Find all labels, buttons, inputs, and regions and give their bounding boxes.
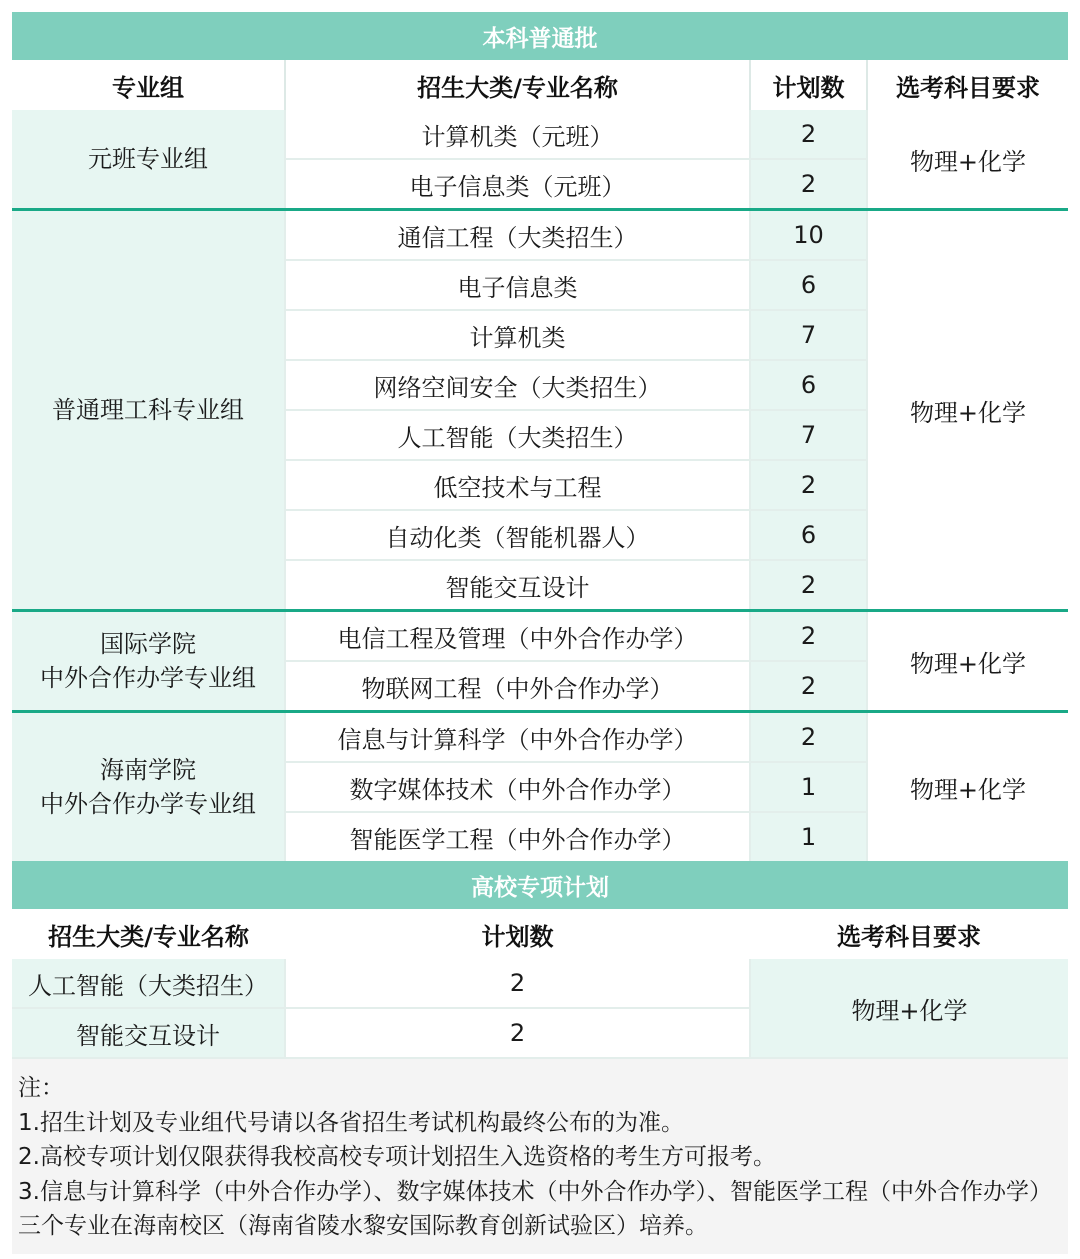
table-row	[12, 611, 1068, 662]
major-name: 通信工程（大类招生）	[285, 210, 750, 261]
note-item: 2.高校专项计划仅限获得我校高校专项计划招生入选资格的考生方可报考。	[18, 1144, 776, 1170]
plan-count: 7	[750, 310, 867, 360]
plan-count: 2	[750, 712, 867, 763]
subject-requirement: 物理+化学	[867, 210, 1068, 611]
major-name: 智能医学工程（中外合作办学）	[285, 812, 750, 861]
special-plan-table	[12, 861, 1068, 1057]
plan-count: 2	[750, 661, 867, 712]
plan-count: 10	[750, 210, 867, 261]
major-name: 低空技术与工程	[285, 460, 750, 510]
table-row	[12, 712, 1068, 763]
group-name-line: 中外合作办学专业组	[40, 664, 256, 692]
header-subject: 选考科目要求	[750, 909, 1068, 959]
header-major: 招生大类/专业名称	[285, 60, 750, 110]
plan-count: 2	[750, 611, 867, 662]
note-item: 3.信息与计算科学（中外合作办学）、数字媒体技术（中外合作办学）、智能医学工程（中外合作办学）三个专业在海南校区（海南省陵水黎安国际教育创新试验区）培养。	[18, 1178, 1052, 1239]
group-name-line: 元班专业组	[88, 145, 208, 173]
header-group: 专业组	[12, 60, 285, 110]
plan-count: 6	[750, 360, 867, 410]
major-name: 人工智能（大类招生）	[12, 959, 285, 1008]
notes-heading: 注：	[18, 1075, 64, 1101]
major-name: 数字媒体技术（中外合作办学）	[285, 762, 750, 812]
subject-requirement: 物理+化学	[867, 712, 1068, 862]
table-row	[12, 110, 1068, 159]
plan-count: 1	[750, 762, 867, 812]
major-name: 信息与计算科学（中外合作办学）	[285, 712, 750, 763]
subject-requirement: 物理+化学	[867, 611, 1068, 712]
plan-count: 6	[750, 260, 867, 310]
plan-count: 2	[750, 560, 867, 611]
group-name-line: 国际学院	[100, 630, 196, 658]
plan-count: 7	[750, 410, 867, 460]
major-name: 电子信息类	[285, 260, 750, 310]
major-name: 物联网工程（中外合作办学）	[285, 661, 750, 712]
plan-count: 1	[750, 812, 867, 861]
major-name: 计算机类	[285, 310, 750, 360]
plan-count: 2	[285, 959, 750, 1008]
plan-count: 2	[750, 159, 867, 210]
major-name: 人工智能（大类招生）	[285, 410, 750, 460]
header-subject: 选考科目要求	[867, 60, 1068, 110]
major-name: 计算机类（元班）	[285, 110, 750, 159]
group-name	[12, 110, 285, 210]
major-name: 智能交互设计	[285, 560, 750, 611]
plan-count: 2	[750, 460, 867, 510]
group-name-line: 海南学院	[100, 756, 196, 784]
major-name: 智能交互设计	[12, 1008, 285, 1057]
table-row	[12, 210, 1068, 261]
regular-batch-table	[12, 12, 1068, 861]
major-name: 网络空间安全（大类招生）	[285, 360, 750, 410]
group-name	[12, 712, 285, 862]
table-row	[12, 959, 1068, 1008]
header-major: 招生大类/专业名称	[12, 909, 285, 959]
group-name	[12, 210, 285, 611]
group-name	[12, 611, 285, 712]
section-title: 本科普通批	[12, 12, 1068, 60]
plan-count: 2	[750, 110, 867, 159]
plan-count: 2	[285, 1008, 750, 1057]
subject-requirement: 物理+化学	[867, 110, 1068, 210]
subject-requirement: 物理+化学	[750, 959, 1068, 1057]
note-item: 1.招生计划及专业组代号请以各省招生考试机构最终公布的为准。	[18, 1109, 684, 1136]
header-count: 计划数	[285, 909, 750, 959]
group-name-line: 中外合作办学专业组	[40, 790, 256, 818]
group-name-line: 普通理工科专业组	[52, 396, 244, 424]
plan-count: 6	[750, 510, 867, 560]
notes	[12, 1057, 1068, 1254]
major-name: 自动化类（智能机器人）	[285, 510, 750, 560]
section-title: 高校专项计划	[12, 861, 1068, 909]
header-count: 计划数	[750, 60, 867, 110]
major-name: 电子信息类（元班）	[285, 159, 750, 210]
admission-plan	[12, 12, 1068, 1254]
major-name: 电信工程及管理（中外合作办学）	[285, 611, 750, 662]
